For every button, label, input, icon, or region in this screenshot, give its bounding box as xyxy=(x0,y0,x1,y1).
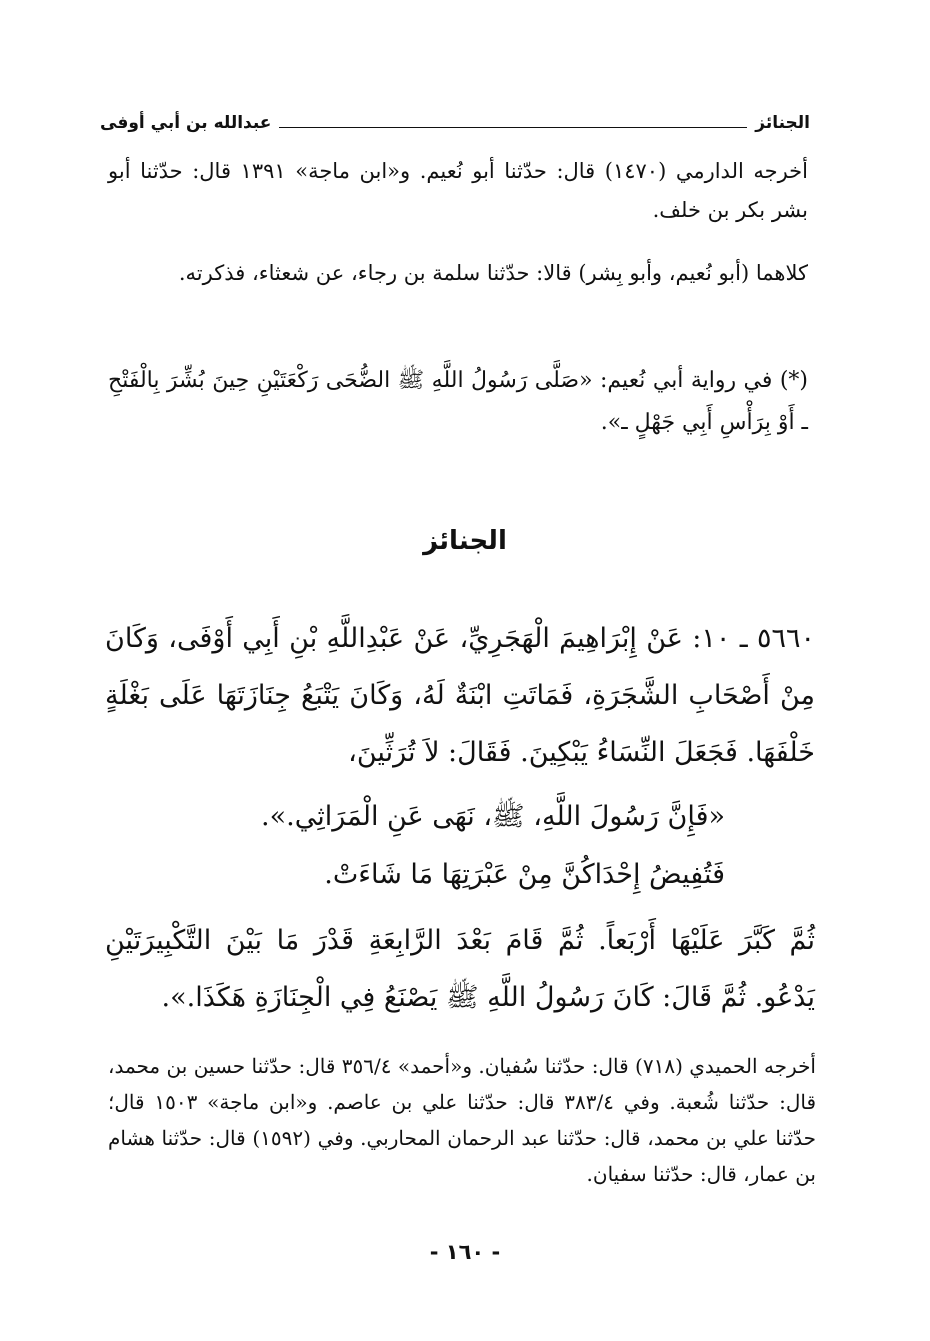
footnote-paragraph-1: أخرجه الدارمي (١٤٧٠) قال: حدّثنا أبو نُعيم. و«ابن ماجة» ١٣٩١ قال: حدّثنا أبو بشر بكر بن خلف. xyxy=(108,159,808,222)
takhrij-paragraph: أخرجه الحميدي (٧١٨) قال: حدّثنا سُفيان. و«أحمد» ٣٥٦/٤ قال: حدّثنا حسين بن محمد، قال: حدّثنا شُعبة. وفي ٣٨٣/٤ قال: حدّثنا علي بن عاصم. و«ابن ماجة» ١٥٠٣ قال؛ حدّثنا علي بن محمد، قال: حدّثنا عبد الرحمان المحاربي. وفي (١٥٩٢) قال: حدّثنا هشام بن عمار، قال: حدّثنا سفيان. xyxy=(108,1054,817,1186)
hadith-quote-line: «فَإِنَّ رَسُولَ اللَّهِ، ﷺ، نَهَى عَنِ الْمَرَاثِي.». xyxy=(261,801,725,832)
section-title: الجنائز xyxy=(423,526,507,556)
page-number: - ١٦٠ - xyxy=(429,1240,501,1264)
hadith-continuation-line: فَتُفِيضُ إِحْدَاكُنَّ مِنْ عَبْرَتِهَا مَا شَاءَتْ. xyxy=(324,859,725,890)
hadith-closing-text: ثُمَّ كَبَّرَ عَلَيْهَا أَرْبَعاً. ثُمَّ قَامَ بَعْدَ الرَّابِعَةِ قَدْرَ مَا بَيْنَ التَّكْبِيرَتَيْنِ يَدْعُو. ثُمَّ قَالَ: كَانَ رَسُولُ اللَّهِ ﷺ يَصْنَعُ فِي الْجِنَازَةِ هَكَذَا.». xyxy=(105,925,815,1013)
header-companion-name: عبدالله بن أبي أوفى xyxy=(100,113,272,133)
running-header xyxy=(100,92,810,132)
hadith-text: ٥٦٦٠ ـ ١٠: عَنْ إِبْرَاهِيمَ الْهَجَرِيِّ، عَنْ عَبْدِاللَّهِ بْنِ أَبِي أَوْفَى، وَكَانَ مِنْ أَصْحَابِ الشَّجَرَةِ، فَمَاتَتِ ابْنَةٌ لَهُ، وَكَانَ يَتْبَعُ جِنَازَتَهَا عَلَى بَغْلَةٍ خَلْفَهَا. فَجَعَلَ النِّسَاءُ يَبْكِينَ. فَقَالَ: لاَ تُرَثِّينَ، xyxy=(105,623,815,768)
header-section-name: الجنائز xyxy=(755,113,810,133)
footnote-paragraph-3: (*) في رواية أبي نُعيم: «صَلَّى رَسُولُ اللَّهِ ﷺ الضُّحَى رَكْعَتَيْنِ حِينَ بُشِّرَ بِالْفَتْحِ ـ أَوْ بِرَأْسِ أَبِي جَهْلٍ ـ». xyxy=(108,368,808,435)
header-rule xyxy=(279,127,747,128)
footnote-paragraph-2: كلاهما (أبو نُعيم، وأبو بِشر) قالا: حدّثنا سلمة بن رجاء، عن شعثاء، فذكرته. xyxy=(178,261,808,285)
